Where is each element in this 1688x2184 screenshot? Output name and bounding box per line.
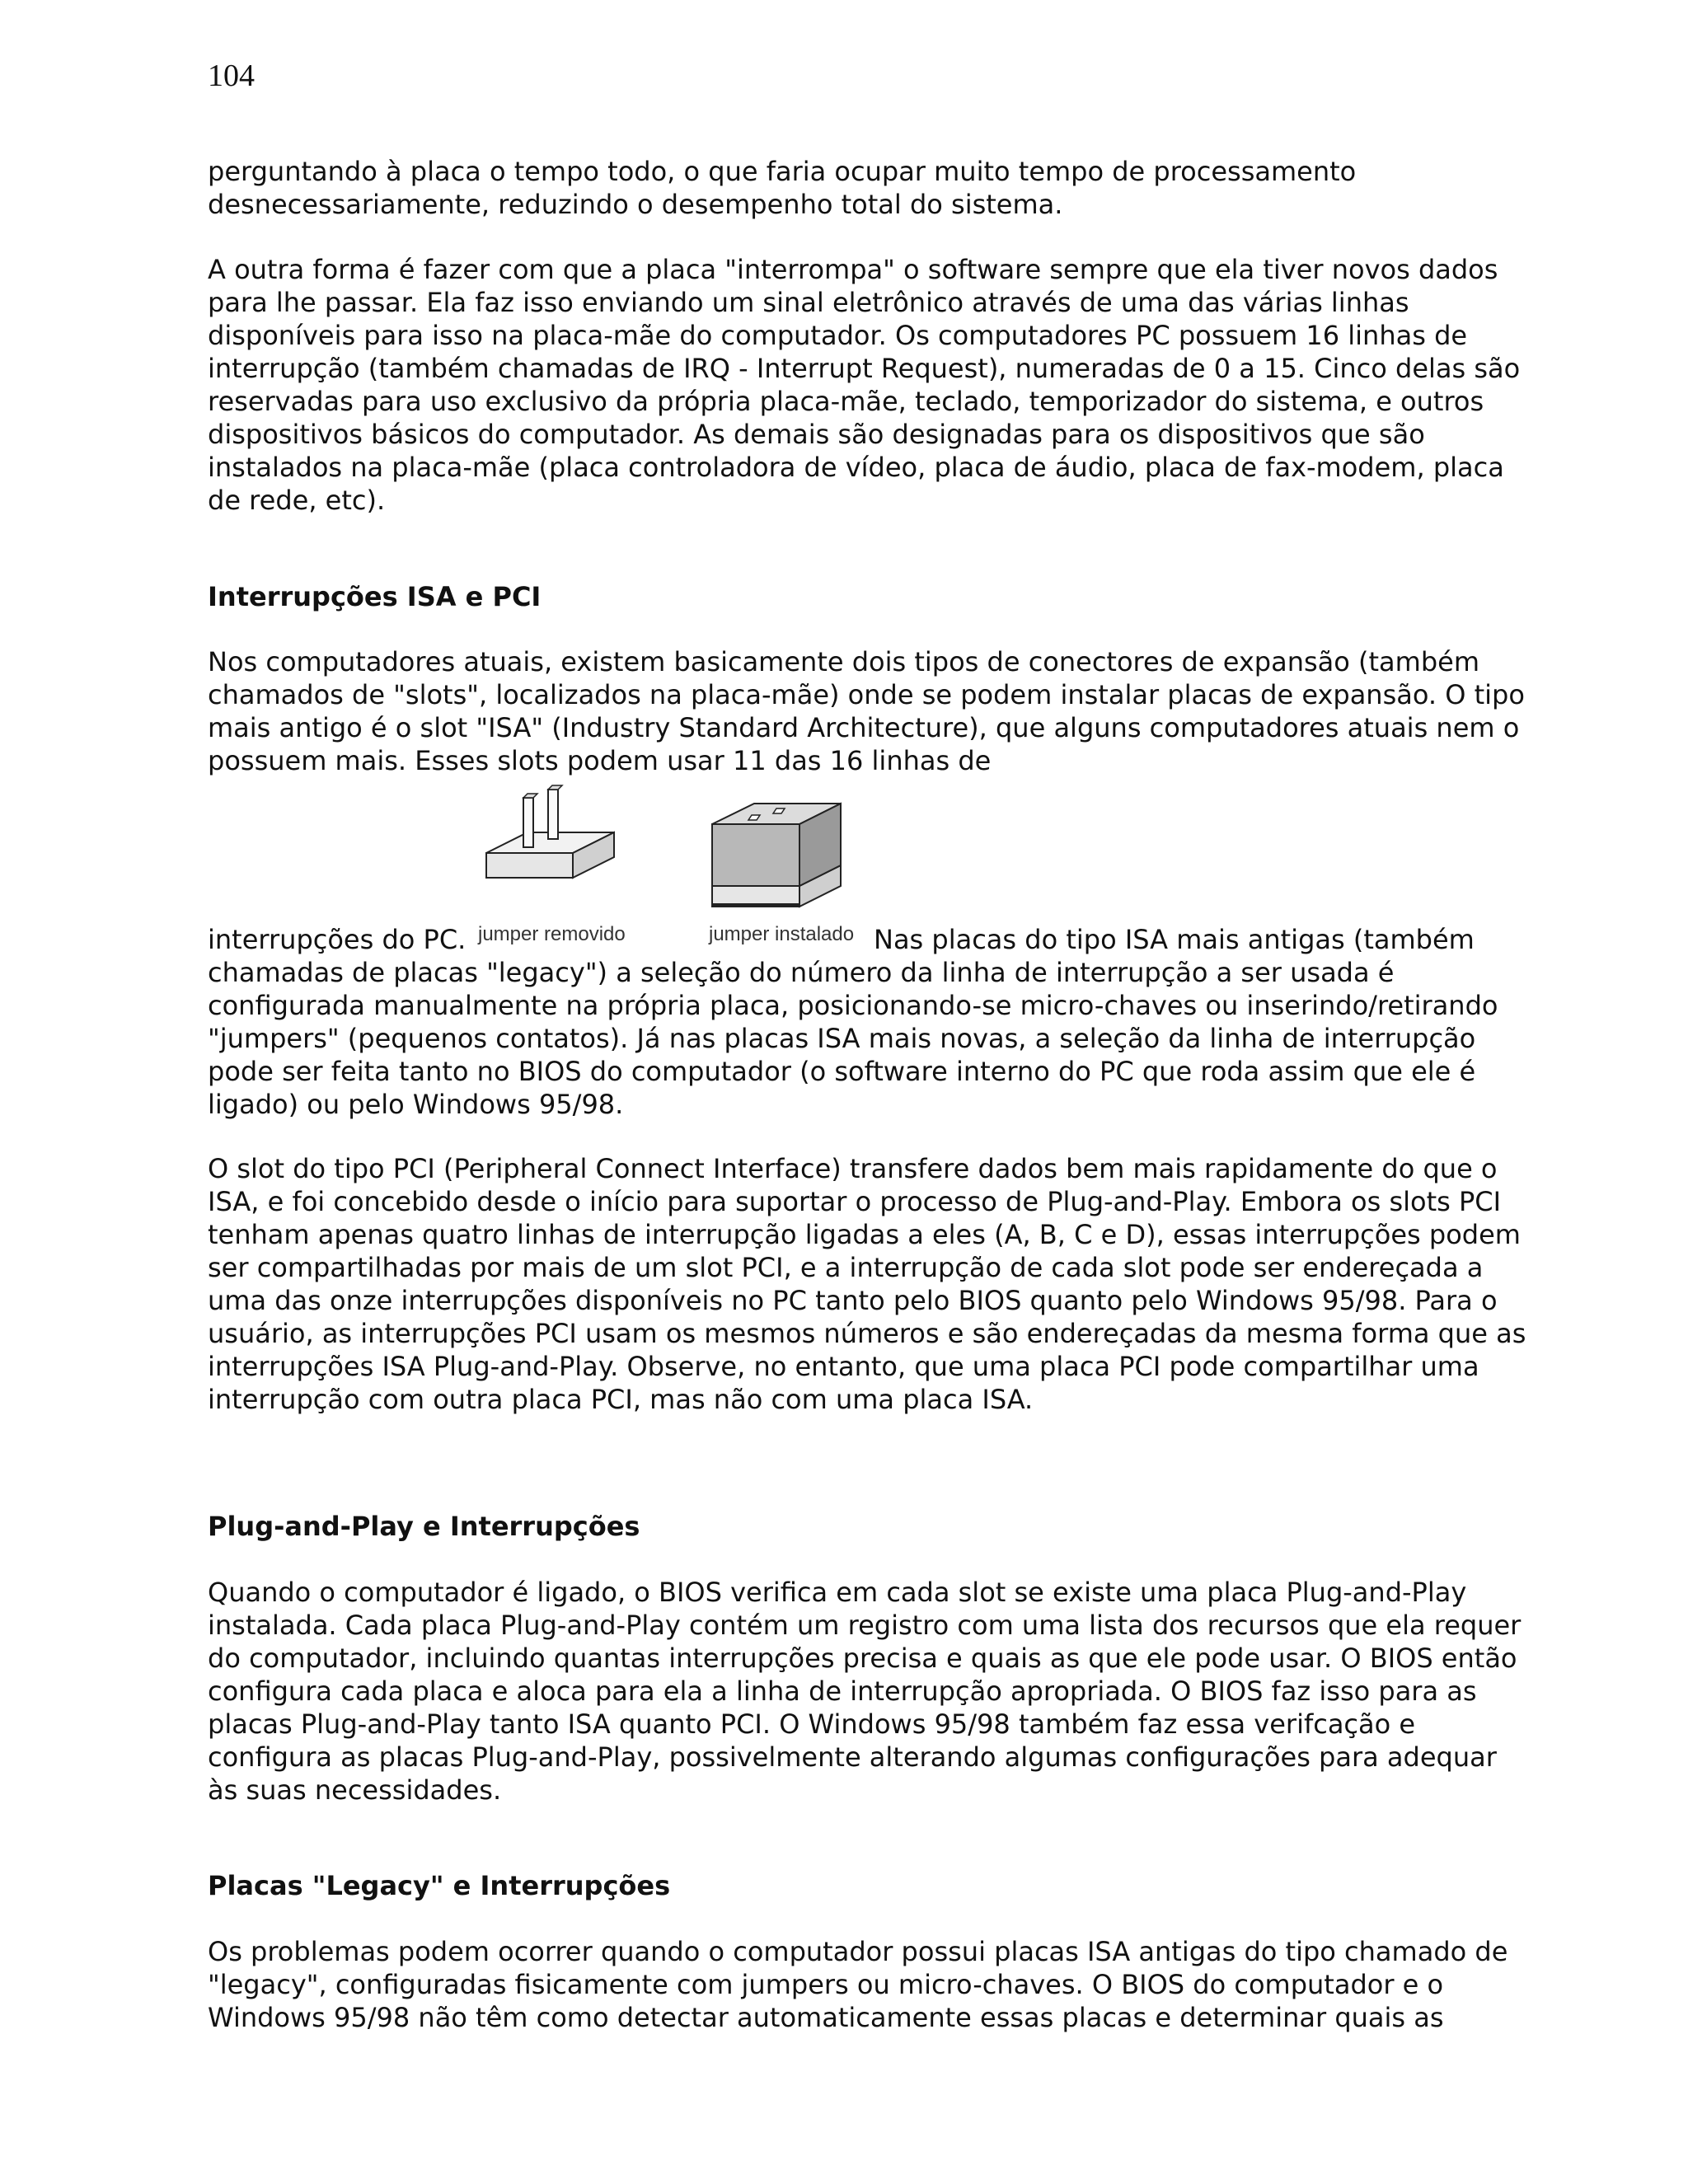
jumper-figure-line — [208, 783, 1543, 964]
jumper-installed-drawing — [709, 783, 857, 923]
jumper-removed-drawing — [478, 783, 626, 923]
figure-trail-text: Nas placas do tipo ISA mais antigas (também — [874, 924, 1475, 955]
page-number: 104 — [208, 59, 255, 93]
jumper-installed-figure — [709, 783, 874, 964]
heading-legacy: Placas "Legacy" e Interrupções — [208, 1870, 671, 1901]
paragraph-7: Os problemas podem ocorrer quando o computador possui placas ISA antigas do tipo chamado de "legacy", configuradas fisicamente com jumpers ou micro-chaves. O BIOS do computador e o Windows 95/98 não têm como detectar automaticamente essas placas e determinar quais as — [208, 1936, 1508, 2033]
paragraph-1: perguntando à placa o tempo todo, o que faria ocupar muito tempo de processamento desnecessariamente, reduzindo o desempenho total do sistema. — [208, 156, 1357, 220]
caption-jumper-installed: jumper instalado — [709, 923, 855, 945]
paragraph-3: Nos computadores atuais, existem basicamente dois tipos de conectores de expansão (também chamados de "slots", localizados na placa-mãe) onde se podem instalar placas de expansão. O tipo mais antigo é o slot "ISA" (Industry Standard Architecture), que alguns computadores atuais nem o possuem mais. Esses slots podem usar 11 das 16 linhas de — [208, 646, 1525, 776]
paragraph-4: chamadas de placas "legacy") a seleção do número da linha de interrupção a ser usada é configurada manualmente na própria placa, posicionando-se micro-chaves ou inserindo/retirando "jumpers" (pequenos contatos). Já nas placas ISA mais novas, a seleção da linha de interrupção pode ser feita tanto no BIOS do computador (o software interno do PC que roda assim que ele é ligado) ou pelo Windows 95/98. — [208, 957, 1498, 1120]
jumper-removed-figure — [478, 783, 643, 964]
paragraph-5: O slot do tipo PCI (Peripheral Connect Interface) transfere dados bem mais rapidamente do que o ISA, e foi concebido desde o início para suportar o processo de Plug-and-Play. Embora os slots PCI tenham apenas quatro linhas de interrupção ligadas a eles (A, B, C e D), essas interrupções podem ser compartilhadas por mais de um slot PCI, e a interrupção de cada slot pode ser endereçada a uma das onze interrupções disponíveis no PC tanto pelo BIOS quanto pelo Windows 95/98. Para o usuário, as interrupções PCI usam os mesmos números e são endereçadas da mesma forma que as interrupções ISA Plug-and-Play. Observe, no entanto, que uma placa PCI pode compartilhar uma interrupção com outra placa PCI, mas não com uma placa ISA. — [208, 1153, 1526, 1415]
heading-isa-pci: Interrupções ISA e PCI — [208, 581, 542, 612]
heading-plug-and-play: Plug-and-Play e Interrupções — [208, 1511, 640, 1542]
figure-lead-text: interrupções do PC. — [208, 924, 467, 955]
paragraph-6: Quando o computador é ligado, o BIOS verifica em cada slot se existe uma placa Plug-and-Play instalada. Cada placa Plug-and-Play contém um registro com uma lista dos recursos que ela requer do computador, incluindo quantas interrupções precisa e quais as que ele pode usar. O BIOS então configura cada placa e aloca para ela a linha de interrupção apropriada. O BIOS faz isso para as placas Plug-and-Play tanto ISA quanto PCI. O Windows 95/98 também faz essa verifcação e configura as placas Plug-and-Play, possivelmente alterando algumas configurações para adequar às suas necessidades. — [208, 1577, 1522, 1806]
caption-jumper-removed: jumper removido — [478, 923, 626, 945]
paragraph-2: A outra forma é fazer com que a placa "interrompa" o software sempre que ela tiver novos dados para lhe passar. Ela faz isso enviando um sinal eletrônico através de uma das várias linhas disponíveis para isso na placa-mãe do computador. Os computadores PC possuem 16 linhas de interrupção (também chamadas de IRQ - Interrupt Request), numeradas de 0 a 15. Cinco delas são reservadas para uso exclusivo da própria placa-mãe, teclado, temporizador do sistema, e outros dispositivos básicos do computador. As demais são designadas para os dispositivos que são instalados na placa-mãe (placa controladora de vídeo, placa de áudio, placa de fax-modem, placa de rede, etc). — [208, 254, 1521, 516]
